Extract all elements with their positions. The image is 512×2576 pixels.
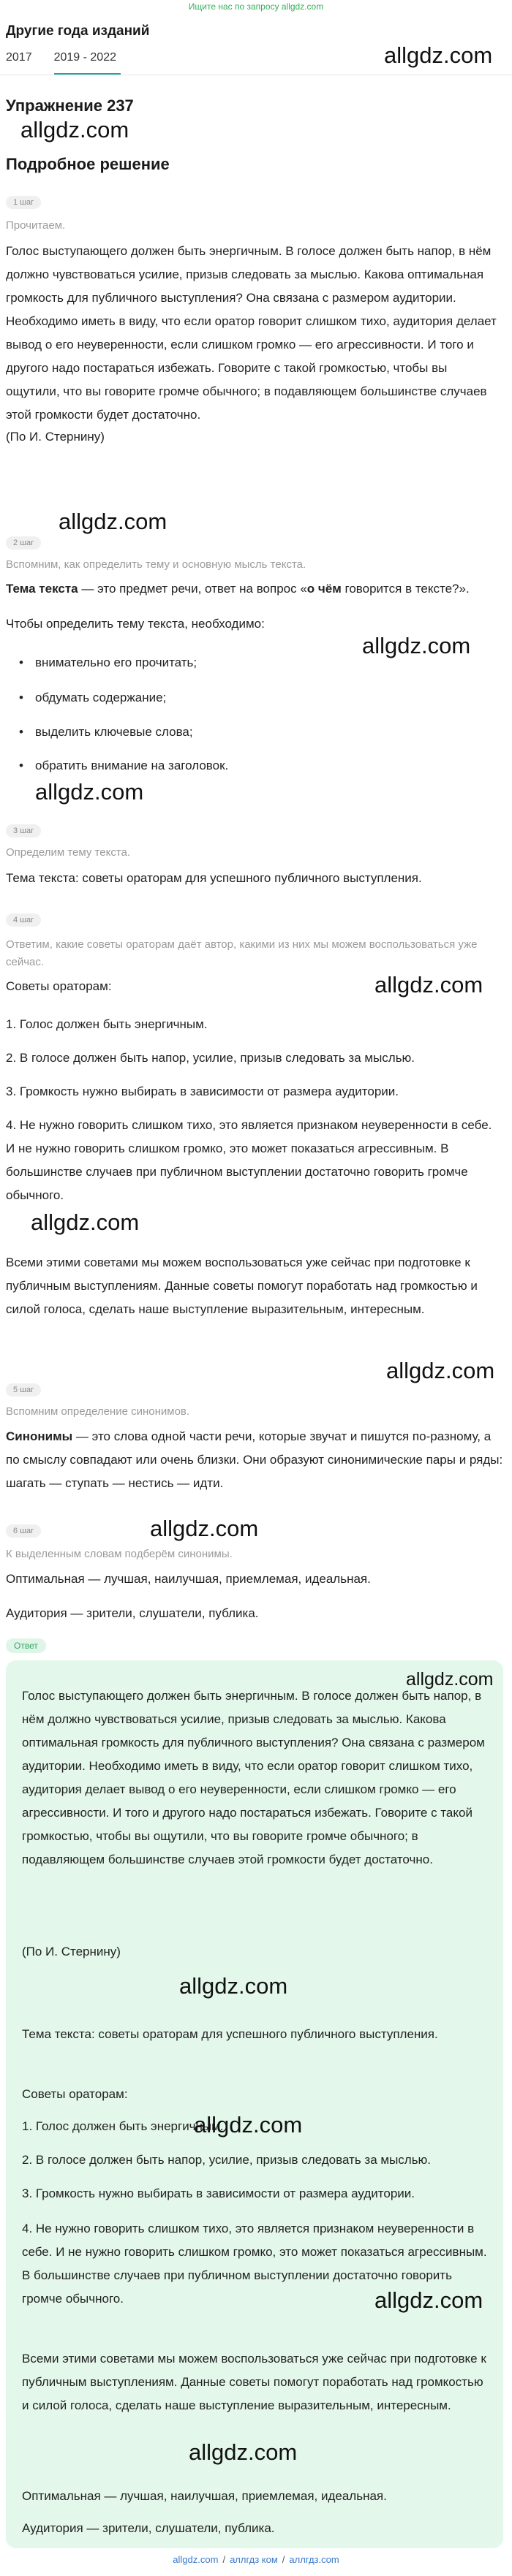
tips-lead: Советы ораторам: [6,979,112,993]
list-item [6,691,503,705]
list-item [6,656,503,670]
watermark: allgdz.com [374,972,483,998]
topic-definition [6,577,503,601]
answer-tip: 3. Громкость нужно выбирать в зависимости от размера аудитории. [22,2186,415,2200]
list-item-text: обдумать содержание; [35,691,167,704]
synonym-line: Аудитория — зрители, слушатели, публика. [6,1606,259,1620]
step-hint: К выделенным словам подберём синонимы. [6,1548,233,1560]
footer-link[interactable]: аллгдз ком [230,2554,278,2565]
step-badge: 6 шаг [6,1524,41,1538]
exercise-title: Упражнение 237 [6,96,134,115]
step-hint: Прочитаем. [6,219,66,232]
tip-item: 3. Громкость нужно выбирать в зависимости от размера аудитории. [6,1084,399,1098]
watermark: allgdz.com [384,42,493,68]
bullet: • [19,656,23,669]
step-badge: 3 шаг [6,824,41,837]
step-hint: Вспомним, как определить тему и основную мысль текста. [6,558,306,571]
watermark: allgdz.com [20,117,129,143]
year-tabs [6,51,143,75]
top-note: Ищите нас по запросу allgdz.com [188,1,324,12]
definition-text-end: говорится в тексте?». [341,582,470,596]
answer-paragraph: Голос выступающего должен быть энергичным. В голосе должен быть напор, в нём должно чувствоваться усилие, призыв следовать за мыслью. Какова оптимальная громкость для публичного выступления? Она связана с размером аудитории. Необходимо иметь в виду, что если оратор говорит слишком тихо, аудитория делает вывод о его неуверенности, если слишком громко — его агрессивности. И того и другого надо постараться избежать. Говорите с такой громкостью, чтобы вы ощутили, что вы говорите громче обычного; в подавляющем большинстве случаев этой громкости будет достаточно. [22,1689,485,1866]
watermark: allgdz.com [150,1516,259,1541]
step-badge: 4 шаг [6,913,41,927]
tab-2017[interactable]: 2017 [6,51,32,64]
answer-conclusion: Всеми этими советами мы можем воспользоваться уже сейчас при подготовке к публичным выступлениям. Данные советы помогут поработать над громкостью и силой голоса, сделать наше выступление выразительным, интересным. [22,2352,486,2412]
definition-text: — это предмет речи, ответ на вопрос « [78,582,307,596]
answer-synonym: Оптимальная — лучшая, наилучшая, приемлемая, идеальная. [22,2489,387,2503]
answer-tip: 1. Голос должен быть энергичным. [22,2119,224,2133]
bullet: • [19,759,23,772]
list-item [6,725,503,740]
step1-paragraph: Голос выступающего должен быть энергичным. В голосе должен быть напор, в нём должно чувствоваться усилие, призыв следовать за мыслью. Какова оптимальная громкость для публичного выступления? Она связана с размером аудитории. Необходимо иметь в виду, что если оратор говорит слишком тихо, аудитория делает вывод о его неуверенности, если слишком громко — его агрессивности. И того и другого надо постараться избежать. Говорите с такой громкостью, чтобы вы ощутили, что вы говорите громче обычного; в подавляющем большинстве случаев этой громкости будет достаточно. [6,244,497,422]
synonym-definition [6,1425,503,1495]
footer-link[interactable]: allgdz.com [173,2554,219,2565]
tip-item: 4. Не нужно говорить слишком тихо, это является признаком неуверенности в себе. И не нужно говорить слишком громко, это может показаться агрессивным. В большинстве случаев при публичном выступлении достаточно говорить громче обычного. [6,1118,492,1202]
answer-synonym: Аудитория — зрители, слушатели, публика. [22,2521,275,2535]
answer-tip: 2. В голосе должен быть напор, усилие, призыв следовать за мыслью. [22,2153,432,2167]
watermark: allgdz.com [189,2439,298,2465]
watermark: allgdz.com [362,633,471,658]
tip-item: 2. В голосе должен быть напор, усилие, призыв следовать за мыслью. [6,1051,415,1065]
answer-badge: Ответ [6,1638,46,1653]
watermark: allgdz.com [179,1973,288,1999]
list-item-text: выделить ключевые слова; [35,725,193,739]
bullet: • [19,725,23,739]
step-hint: Ответим, какие советы ораторам даёт автор, какими из них мы можем воспользоваться уже сейчас. [6,938,478,968]
list-item-text: внимательно его прочитать; [35,656,197,669]
footer-link[interactable]: аллгдз.com [289,2554,339,2565]
definition-question: о чём [306,582,342,596]
step-badge: 5 шаг [6,1383,41,1397]
footer-separator: / [282,2554,285,2565]
watermark: allgdz.com [35,779,144,805]
topic-lead: Чтобы определить тему текста, необходимо: [6,617,265,631]
watermark: allgdz.com [386,1358,495,1383]
footer [0,2554,512,2565]
footer-separator: / [222,2554,226,2565]
step-badge: 2 шаг [6,536,41,550]
step-hint: Определим тему текста. [6,846,131,859]
step4-conclusion: Всеми этими советами мы можем воспользоваться уже сейчас при подготовке к публичным выступлениям. Данные советы помогут поработать над громкостью и силой голоса, сделать наше выступление выразительным, интересным. [6,1255,478,1316]
answer-topic: Тема текста: советы ораторам для успешного публичного выступления. [22,2027,438,2041]
watermark: allgdz.com [406,1669,494,1690]
watermark: allgdz.com [31,1209,140,1235]
solution-title: Подробное решение [6,155,170,173]
watermark: allgdz.com [374,2287,483,2313]
watermark: allgdz.com [194,2112,303,2138]
step3-text: Тема текста: советы ораторам для успешного публичного выступления. [6,871,422,885]
step-hint: Вспомним определение синонимов. [6,1405,190,1418]
step1-author: (По И. Стернину) [6,430,105,444]
answer-author: (По И. Стернину) [22,1945,121,1958]
answer-tip: 4. Не нужно говорить слишком тихо, это является признаком неуверенности в себе. И не нужно говорить слишком громко, это может показаться агрессивным. В большинстве случаев при публичном выступлении достаточно говорить громче обычного. [22,2222,487,2306]
answer-tips-lead: Советы ораторам: [22,2087,128,2101]
other-years-title: Другие года изданий [6,23,150,39]
list-item [6,759,503,773]
bullet: • [19,691,23,704]
synonym-line: Оптимальная — лучшая, наилучшая, приемлемая, идеальная. [6,1572,371,1586]
definition-term: Тема текста [6,582,78,596]
list-item-text: обратить внимание на заголовок. [35,759,229,772]
tip-item: 1. Голос должен быть энергичным. [6,1017,208,1031]
tab-2019-2022[interactable]: 2019 - 2022 [54,51,121,75]
definition-text: — это слова одной части речи, которые звучат и пишутся по-разному, а по смыслу совпадают или очень близки. Они образуют синонимические пары и ряды: шагать — ступать — нестись — идти. [6,1429,503,1490]
step-badge: 1 шаг [6,196,41,209]
watermark: allgdz.com [59,509,167,534]
definition-term: Синонимы [6,1429,73,1443]
